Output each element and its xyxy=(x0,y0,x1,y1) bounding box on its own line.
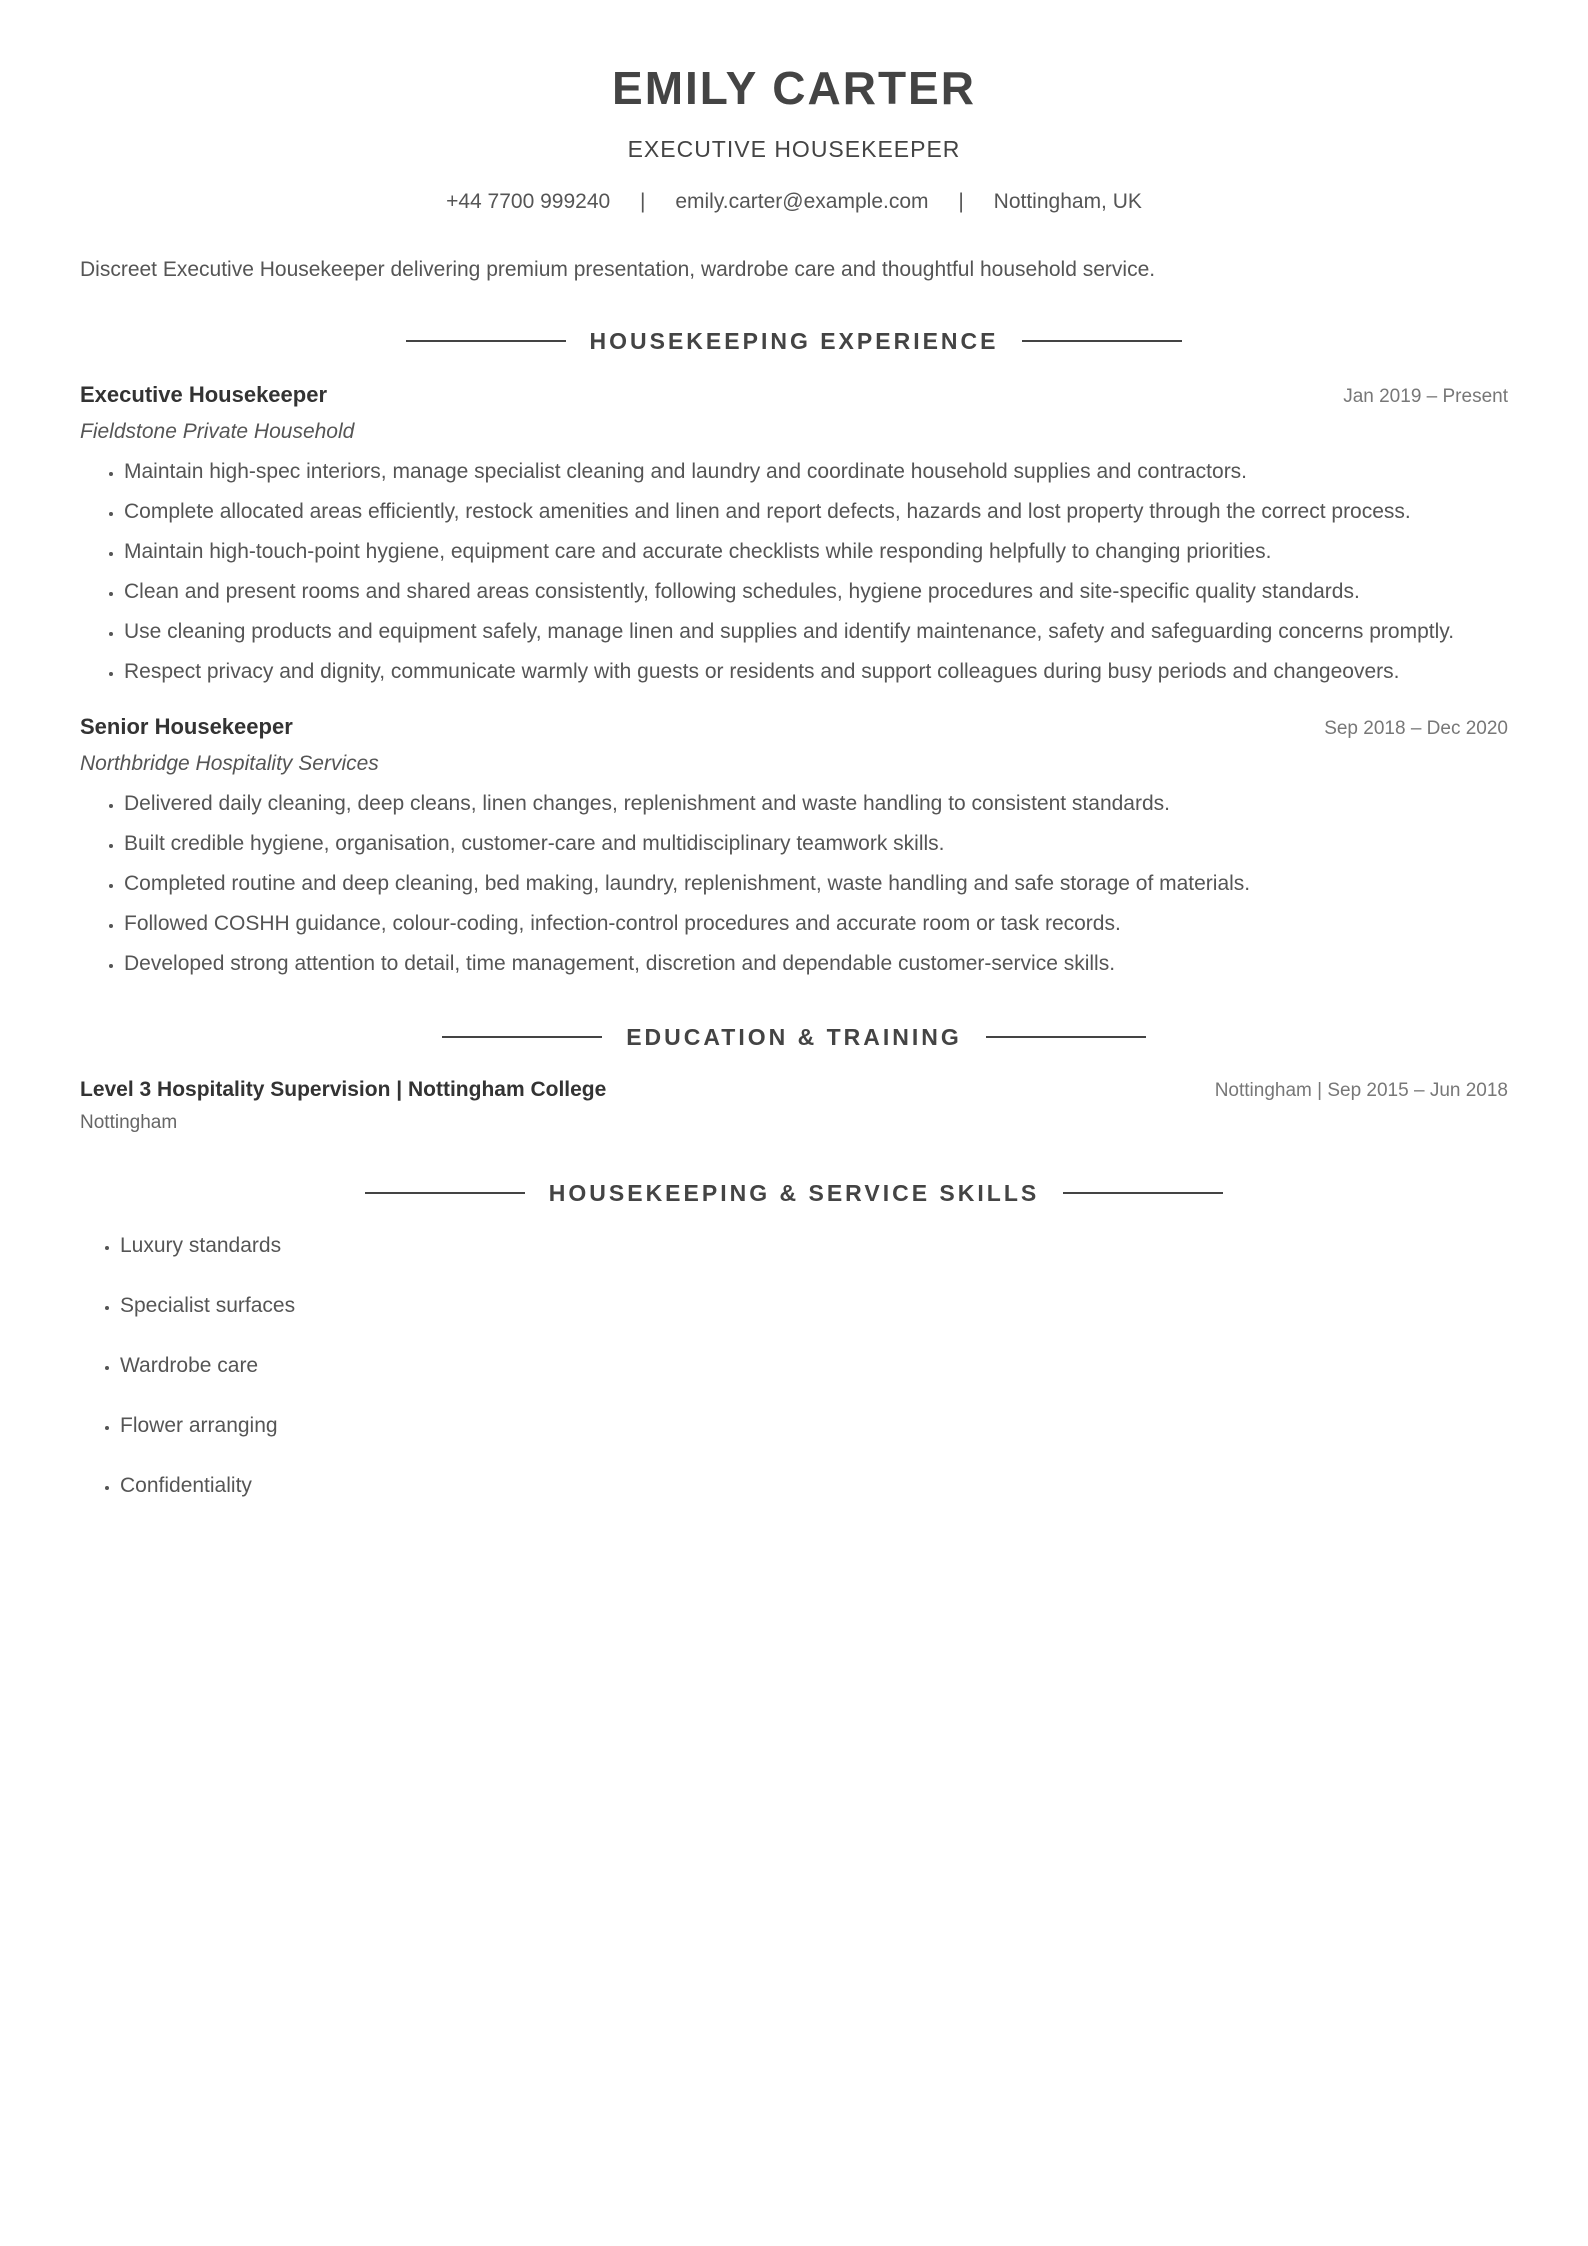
skill-item: • Confidentiality xyxy=(120,1472,1508,1500)
job-bullets xyxy=(80,788,1508,980)
skill-item: • Specialist surfaces xyxy=(120,1292,1508,1320)
phone-number: +44 7700 999240 xyxy=(446,190,611,213)
email-address: emily.carter@example.com xyxy=(675,190,929,213)
skills-section-heading xyxy=(80,1178,1508,1208)
experience-section-heading xyxy=(80,326,1508,356)
job-dates: Jan 2019 – Present xyxy=(1343,386,1508,407)
job-bullet: • Maintain high-spec interiors, manage specialist cleaning and laundry and coordinate household supplies and contractors. xyxy=(124,456,1508,488)
heading-rule-left xyxy=(442,1036,602,1038)
education-meta: Nottingham | Sep 2015 – Jun 2018 xyxy=(1214,1080,1508,1101)
skill-item: • Flower arranging xyxy=(120,1412,1508,1440)
contact-line xyxy=(80,188,1508,216)
job-bullet: • Delivered daily cleaning, deep cleans, linen changes, replenishment and waste handling to consistent standards. xyxy=(124,788,1508,820)
heading-rule-left xyxy=(406,340,566,342)
education-entry xyxy=(80,1076,1508,1136)
job-bullet: • Followed COSHH guidance, colour-coding, infection-control procedures and accurate room or task records. xyxy=(124,908,1508,940)
section-title: EDUCATION & TRAINING xyxy=(626,1024,962,1050)
job-bullet: • Built credible hygiene, organisation, customer-care and multidisciplinary teamwork skills. xyxy=(124,828,1508,860)
job-title: Senior Housekeeper xyxy=(80,714,293,739)
skills-list xyxy=(80,1232,1508,1500)
job-title: Executive Housekeeper xyxy=(80,382,328,407)
job-dates: Sep 2018 – Dec 2020 xyxy=(1324,718,1508,739)
job-bullet: • Use cleaning products and equipment safely, manage linen and supplies and identify maintenance, safety and safeguarding concerns promptly. xyxy=(124,616,1508,648)
job-header xyxy=(80,712,1508,742)
job-company: Fieldstone Private Household xyxy=(80,420,355,443)
contact-separator: | xyxy=(958,190,964,213)
job-bullet: • Developed strong attention to detail, time management, discretion and dependable customer-service skills. xyxy=(124,948,1508,980)
heading-rule-right xyxy=(1063,1192,1223,1194)
job-company: Northbridge Hospitality Services xyxy=(80,752,379,775)
job-bullet: • Completed routine and deep cleaning, bed making, laundry, replenishment, waste handling and safe storage of materials. xyxy=(124,868,1508,900)
education-location: Nottingham xyxy=(80,1112,178,1133)
job-bullet: • Clean and present rooms and shared areas consistently, following schedules, hygiene procedures and site-specific quality standards. xyxy=(124,576,1508,608)
job-entry xyxy=(80,380,1508,688)
section-title: HOUSEKEEPING EXPERIENCE xyxy=(589,328,999,354)
contact-separator: | xyxy=(640,190,646,213)
education-section-heading xyxy=(80,1022,1508,1052)
candidate-name: EMILY CARTER xyxy=(612,62,976,114)
education-header xyxy=(80,1076,1508,1104)
resume-header xyxy=(80,0,1508,216)
education-title: Level 3 Hospitality Supervision | Nottingham College xyxy=(80,1078,607,1101)
job-header xyxy=(80,380,1508,410)
heading-rule-left xyxy=(365,1192,525,1194)
job-bullet: • Maintain high-touch-point hygiene, equipment care and accurate checklists while responding helpfully to changing priorities. xyxy=(124,536,1508,568)
job-bullet: • Respect privacy and dignity, communicate warmly with guests or residents and support colleagues during busy periods and changeovers. xyxy=(124,656,1508,688)
job-bullets xyxy=(80,456,1508,688)
candidate-role: EXECUTIVE HOUSEKEEPER xyxy=(627,136,961,162)
heading-rule-right xyxy=(986,1036,1146,1038)
location: Nottingham, UK xyxy=(993,190,1142,213)
skill-item: • Luxury standards xyxy=(120,1232,1508,1260)
job-entry xyxy=(80,712,1508,980)
heading-rule-right xyxy=(1022,340,1182,342)
skill-item: • Wardrobe care xyxy=(120,1352,1508,1380)
job-bullet: • Complete allocated areas efficiently, restock amenities and linen and report defects, hazards and lost property through the correct process. xyxy=(124,496,1508,528)
section-title: HOUSEKEEPING & SERVICE SKILLS xyxy=(548,1180,1040,1206)
professional-summary: Discreet Executive Housekeeper delivering premium presentation, wardrobe care and thoughtful household service. xyxy=(80,258,1156,281)
